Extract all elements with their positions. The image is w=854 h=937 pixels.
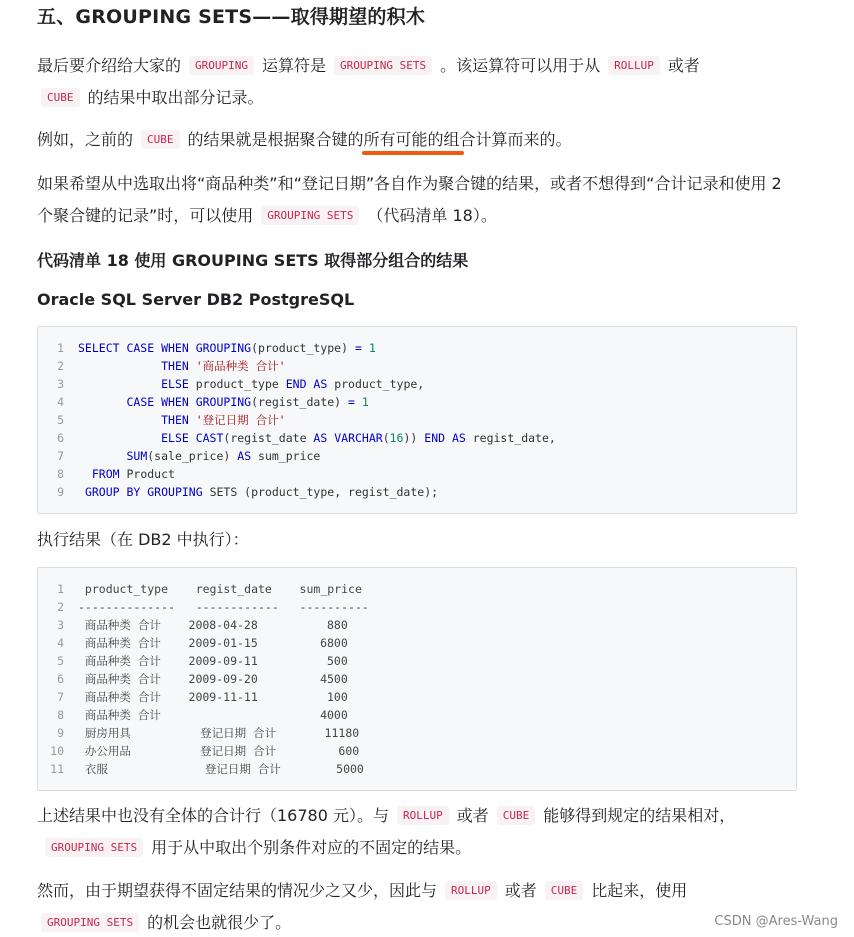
code-line <box>38 429 796 447</box>
result-line <box>38 742 796 760</box>
result-text: 商品种类 合计 2009-09-20 4500 <box>78 672 348 686</box>
inline-code: GROUPING <box>189 56 254 75</box>
line-number: 11 <box>50 762 64 776</box>
line-number: 3 <box>57 618 64 632</box>
result-text: 商品种类 合计 2009-09-11 500 <box>78 654 348 668</box>
line-number: 2 <box>57 600 64 614</box>
result-line <box>38 598 796 616</box>
result-text: -------------- ------------ ---------- <box>78 600 369 614</box>
code-line <box>38 411 796 429</box>
inline-code: ROLLUP <box>445 881 497 900</box>
result-text: 厨房用具 登记日期 合计 11180 <box>78 726 360 740</box>
result-text: 商品种类 合计 2008-04-28 880 <box>78 618 348 632</box>
highlight-underline: 所有可能的组 <box>364 124 460 156</box>
line-number: 5 <box>57 654 64 668</box>
result-line <box>38 616 796 634</box>
inline-code: ROLLUP <box>608 56 660 75</box>
code-line <box>38 393 796 411</box>
result-line <box>38 688 796 706</box>
result-text: 商品种类 合计 4000 <box>78 708 348 722</box>
line-number: 8 <box>57 708 64 722</box>
code-line <box>38 339 796 357</box>
inline-code: CUBE <box>545 881 584 900</box>
paragraph-conclusion: 然而，由于期望获得不固定结果的情况少之又少，因此与 ROLLUP 或者 CUBE 比起来，使用 GROUPING SETS 的机会也就很少了。 <box>37 881 688 932</box>
code-line <box>38 447 796 465</box>
line-number: 9 <box>57 485 64 499</box>
code-line <box>38 375 796 393</box>
result-text: 商品种类 合计 2009-01-15 6800 <box>78 636 348 650</box>
inline-code: GROUPING SETS <box>334 56 432 75</box>
line-number: 7 <box>57 449 64 463</box>
paragraph-intro: 最后要介绍给大家的 GROUPING 运算符是 GROUPING SETS 。该运算符可以用于从 ROLLUP 或者 CUBE 的结果中取出部分记录。 <box>37 56 700 107</box>
result-text: 衣服 登记日期 合计 5000 <box>78 762 364 776</box>
code-text: ELSE product_type END AS product_type, <box>161 377 425 391</box>
code-text: SELECT CASE WHEN GROUPING(product_type) = 1 <box>78 341 376 355</box>
result-text: product_type regist_date sum_price <box>78 582 362 596</box>
code-text: CASE WHEN GROUPING(regist_date) = 1 <box>126 395 369 409</box>
code-line <box>38 357 796 375</box>
code-text: THEN '商品种类 合计' <box>161 359 286 373</box>
result-line <box>38 706 796 724</box>
code-text: GROUP BY GROUPING SETS (product_type, regist_date); <box>84 485 439 499</box>
paragraph-example: 例如，之前的 CUBE 的结果就是根据聚合键的所有可能的组合计算而来的。 <box>37 124 807 156</box>
line-number: 6 <box>57 672 64 686</box>
inline-code: ROLLUP <box>397 806 449 825</box>
code-text: THEN '登记日期 合计' <box>161 413 286 427</box>
section-heading: 五、GROUPING SETS——取得期望的积木 <box>37 6 426 28</box>
result-line <box>38 652 796 670</box>
listing-title: 代码清单 18 使用 GROUPING SETS 取得部分组合的结果 <box>37 251 469 270</box>
result-line <box>38 724 796 742</box>
line-number: 7 <box>57 690 64 704</box>
paragraph-description: 如果希望从中选取出将“商品种类”和“登记日期”各自作为聚合键的结果，或者不想得到“合计记录和使用 2 个聚合键的记录”时，可以使用 GROUPING SETS （代码清单 18）。 <box>37 174 782 225</box>
result-line <box>38 634 796 652</box>
inline-code: GROUPING SETS <box>45 838 143 857</box>
inline-code: CUBE <box>141 130 180 149</box>
code-line <box>38 465 796 483</box>
result-text: 商品种类 合计 2009-11-11 100 <box>78 690 348 704</box>
database-list: Oracle SQL Server DB2 PostgreSQL <box>37 290 355 309</box>
line-number: 6 <box>57 431 64 445</box>
line-number: 3 <box>57 377 64 391</box>
line-number: 5 <box>57 413 64 427</box>
line-number: 4 <box>57 636 64 650</box>
result-code-block <box>37 567 797 791</box>
result-line <box>38 670 796 688</box>
result-caption: 执行结果（在 DB2 中执行）： <box>37 530 249 549</box>
line-number: 1 <box>57 582 64 596</box>
code-line <box>38 483 796 501</box>
watermark: CSDN @Ares-Wang <box>714 914 838 929</box>
code-text: ELSE CAST(regist_date AS VARCHAR(16)) END AS regist_date, <box>161 431 556 445</box>
code-text: FROM Product <box>91 467 175 481</box>
paragraph-result-note: 上述结果中也没有全体的合计行（16780 元）。与 ROLLUP 或者 CUBE 能够得到规定的结果相对，GROUPING SETS 用于从中取出个别条件对应的不固定的结果。 <box>37 806 736 857</box>
line-number: 10 <box>50 744 64 758</box>
sql-code-block <box>37 326 797 514</box>
inline-code: GROUPING SETS <box>261 206 359 225</box>
line-number: 2 <box>57 359 64 373</box>
result-text: 办公用品 登记日期 合计 600 <box>78 744 360 758</box>
line-number: 1 <box>57 341 64 355</box>
code-text: SUM(sale_price) AS sum_price <box>126 449 321 463</box>
line-number: 9 <box>57 726 64 740</box>
inline-code: CUBE <box>41 88 80 107</box>
result-line <box>38 760 796 778</box>
line-number: 4 <box>57 395 64 409</box>
inline-code: GROUPING SETS <box>41 913 139 932</box>
line-number: 8 <box>57 467 64 481</box>
inline-code: CUBE <box>497 806 536 825</box>
result-line <box>38 580 796 598</box>
